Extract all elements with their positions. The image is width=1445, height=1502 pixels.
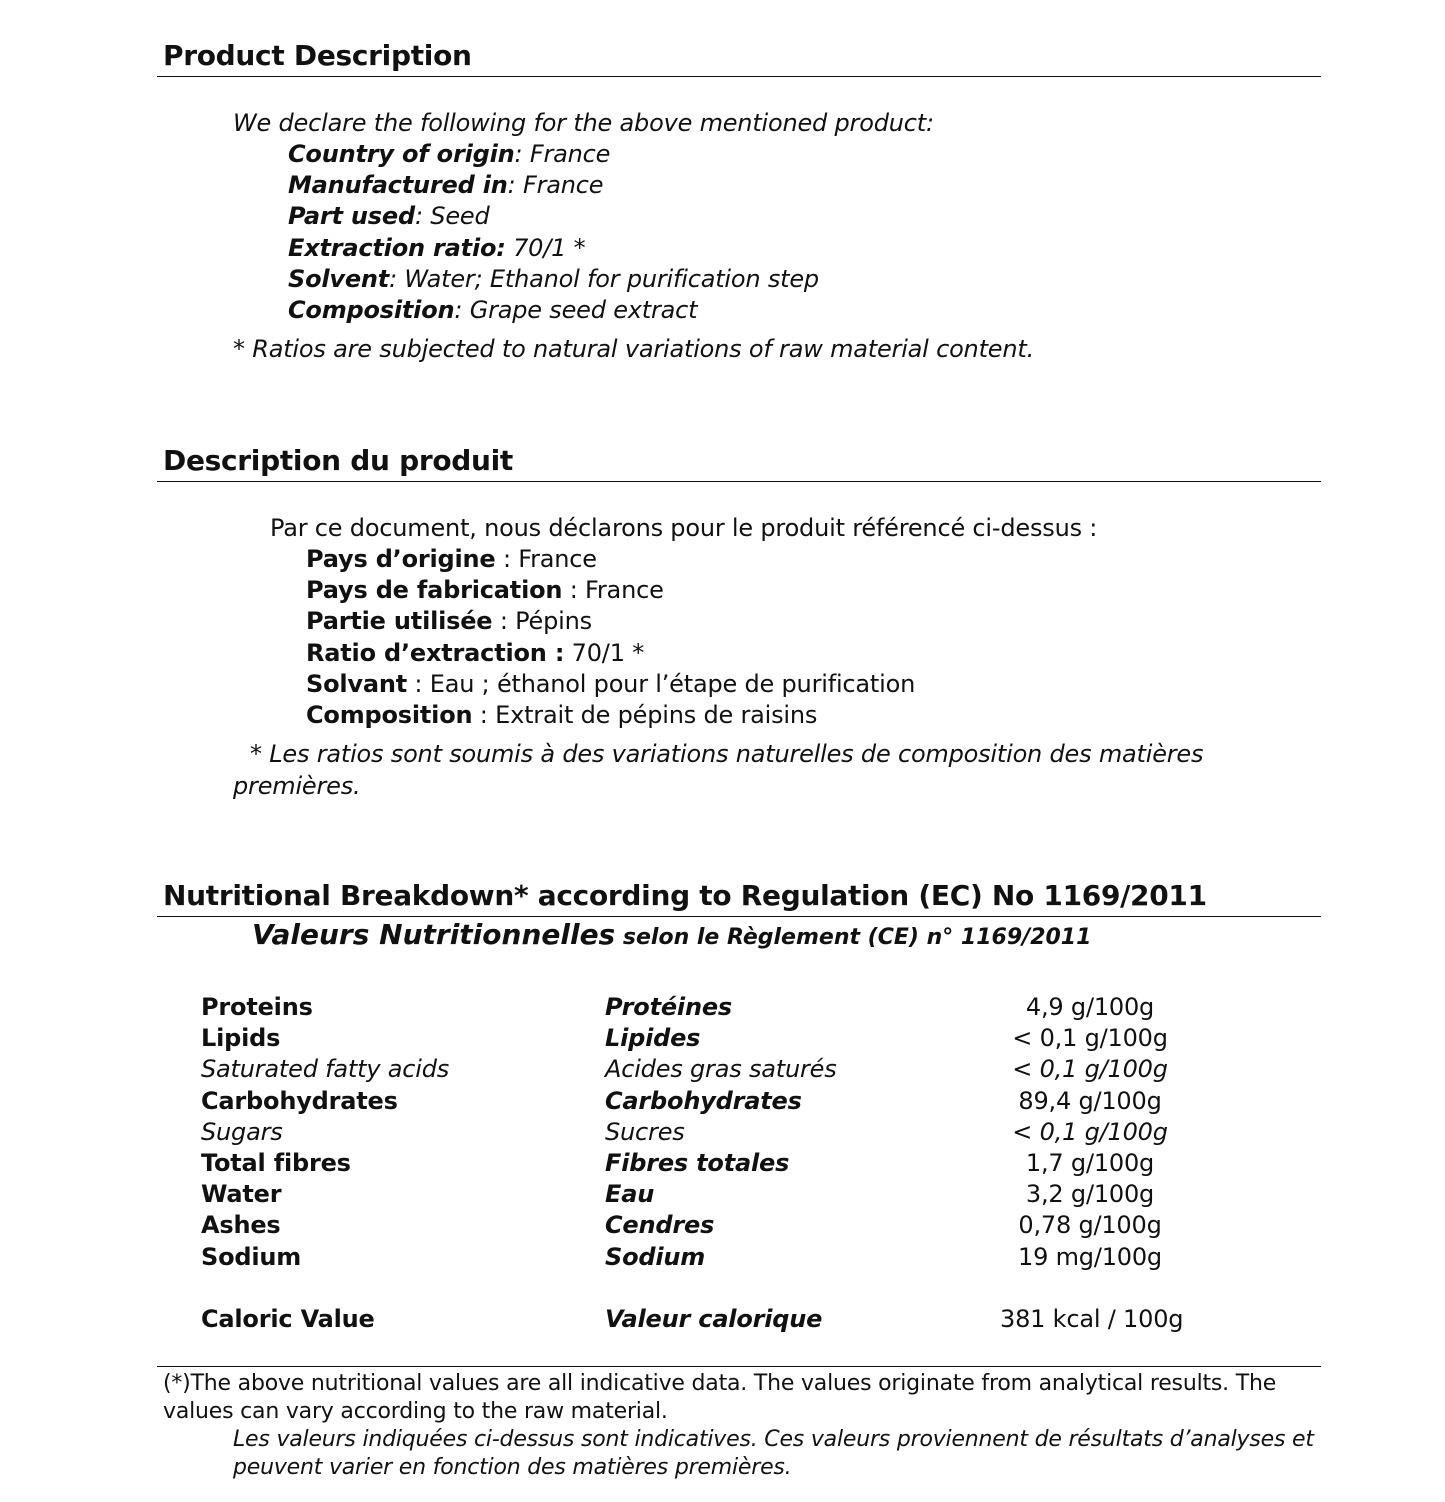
- en-field-label: Extraction ratio:: [288, 233, 506, 262]
- fr-field-row: [306, 700, 817, 731]
- en-field-value: 70/1 *: [513, 233, 586, 262]
- nutrient-name-en: Total fibres: [201, 1149, 351, 1177]
- nutrient-name-fr: Carbohydrates: [605, 1086, 802, 1115]
- nutrient-name-en: Saturated fatty acids: [201, 1055, 450, 1084]
- en-field-row: [288, 170, 603, 201]
- en-field-label: Manufactured in: [288, 171, 508, 200]
- fr-field-separator: :: [492, 607, 516, 636]
- fr-field-value: Eau ; éthanol pour l’étape de purification: [429, 669, 916, 698]
- en-field-separator: :: [514, 140, 530, 168]
- nutrient-value: 89,4 g/100g: [1018, 1086, 1162, 1115]
- subheading-main: Valeurs Nutritionnelles: [252, 918, 616, 951]
- en-field-label: Composition: [288, 296, 455, 324]
- nutrient-value: 1,7 g/100g: [1025, 1149, 1155, 1177]
- nutrient-value: < 0,1 g/100g: [1012, 1055, 1168, 1084]
- nutrient-value: 19 mg/100g: [1018, 1242, 1162, 1271]
- fr-field-value: Extrait de pépins de raisins: [495, 701, 818, 729]
- footnote-en-line2: values can vary according to the raw material.: [163, 1399, 668, 1424]
- en-field-separator: :: [507, 171, 523, 200]
- heading-description-du-produit: Description du produit: [157, 441, 1321, 482]
- caloric-label-en: Caloric Value: [201, 1305, 375, 1333]
- en-field-label: Solvent: [288, 264, 390, 293]
- en-field-separator: [506, 234, 513, 262]
- nutrient-name-en: Sugars: [201, 1117, 283, 1146]
- heading-product-description: Product Description: [157, 36, 1321, 77]
- caloric-label-fr: Valeur calorique: [605, 1305, 823, 1333]
- en-field-label: Part used: [288, 202, 415, 231]
- nutrient-value: 3,2 g/100g: [1025, 1180, 1155, 1209]
- nutrient-name-en: Ashes: [201, 1211, 281, 1240]
- nutrient-name-fr: Eau: [605, 1180, 655, 1209]
- footnote-en-line1: (*)The above nutritional values are all indicative data. The values originate from analytical results. The: [163, 1371, 1277, 1396]
- nutrient-name-fr: Protéines: [605, 993, 733, 1021]
- nutrient-name-en: Water: [201, 1180, 282, 1209]
- fr-field-label: Pays d’origine: [306, 545, 496, 573]
- en-field-label: Country of origin: [288, 140, 515, 168]
- fr-field-row: [306, 575, 664, 606]
- fr-field-label: Pays de fabrication: [306, 576, 563, 605]
- nutrient-name-fr: Sodium: [605, 1242, 706, 1271]
- en-field-separator: :: [454, 296, 470, 324]
- footnote-fr-line1: Les valeurs indiquées ci-dessus sont indicatives. Ces valeurs proviennent de résultats d’analyses et: [233, 1427, 1314, 1452]
- fr-field-separator: :: [495, 545, 519, 573]
- fr-field-row: [306, 544, 597, 575]
- nutrient-value: < 0,1 g/100g: [1012, 1024, 1168, 1053]
- nutrient-value: < 0,1 g/100g: [1012, 1117, 1168, 1146]
- fr-field-value: Pépins: [515, 607, 592, 636]
- nutrient-name-en: Carbohydrates: [201, 1086, 398, 1115]
- fr-field-separator: [564, 639, 571, 667]
- fr-field-label: Partie utilisée: [306, 607, 493, 636]
- footnote-divider: [157, 1366, 1321, 1367]
- subheading-regulation: selon le Règlement (CE) n° 1169/2011: [615, 925, 1092, 950]
- heading-nutritional-breakdown: Nutritional Breakdown* according to Regulation (EC) No 1169/2011: [157, 876, 1321, 917]
- en-field-value: France: [522, 171, 604, 200]
- en-field-row: [288, 139, 610, 170]
- fr-field-separator: :: [562, 576, 586, 605]
- en-field-value: Seed: [430, 202, 490, 231]
- fr-intro: Par ce document, nous déclarons pour le produit référencé ci-dessus :: [270, 514, 1098, 542]
- fr-field-row: [306, 669, 915, 700]
- fr-field-separator: :: [472, 701, 496, 729]
- fr-field-value: France: [518, 545, 597, 573]
- fr-field-row: [306, 638, 644, 669]
- nutrient-name-en: Lipids: [201, 1024, 281, 1053]
- en-field-row: [288, 295, 697, 326]
- nutrient-value: 0,78 g/100g: [1018, 1211, 1162, 1240]
- en-field-row: [288, 233, 585, 264]
- nutrient-name-fr: Lipides: [605, 1024, 701, 1053]
- nutrient-value: 4,9 g/100g: [1025, 993, 1155, 1021]
- fr-field-label: Solvant: [306, 669, 407, 698]
- en-field-value: Grape seed extract: [469, 296, 698, 324]
- en-field-row: [288, 201, 489, 232]
- fr-field-label: Ratio d’extraction :: [306, 638, 565, 667]
- en-field-value: France: [529, 140, 611, 168]
- nutrient-name-en: Proteins: [201, 993, 313, 1021]
- nutrient-name-fr: Cendres: [605, 1211, 715, 1240]
- footnote-fr-line2: peuvent varier en fonction des matières premières.: [233, 1455, 792, 1480]
- en-field-row: [288, 264, 819, 295]
- en-field-value: Water; Ethanol for purification step: [404, 264, 819, 293]
- fr-field-row: [306, 606, 592, 637]
- fr-ratio-note-line2: premières.: [233, 772, 361, 800]
- fr-ratio-note-line1: * Les ratios sont soumis à des variations naturelles de composition des matières: [250, 740, 1204, 768]
- en-ratio-note: * Ratios are subjected to natural variations of raw material content.: [233, 335, 1034, 363]
- fr-field-separator: :: [407, 669, 430, 698]
- caloric-value: 381 kcal / 100g: [1000, 1305, 1184, 1333]
- fr-field-value: France: [585, 576, 664, 605]
- nutrient-name-fr: Sucres: [605, 1117, 685, 1146]
- nutrient-name-fr: Acides gras saturés: [605, 1055, 837, 1084]
- subheading-valeurs-nutritionnelles: [252, 918, 1091, 951]
- nutrient-name-fr: Fibres totales: [605, 1149, 790, 1177]
- fr-field-value: 70/1 *: [571, 638, 644, 667]
- fr-field-label: Composition: [306, 701, 473, 729]
- en-field-separator: :: [414, 202, 431, 231]
- nutrient-name-en: Sodium: [201, 1242, 302, 1271]
- en-intro: We declare the following for the above mentioned product:: [233, 109, 934, 137]
- en-field-separator: :: [389, 264, 405, 293]
